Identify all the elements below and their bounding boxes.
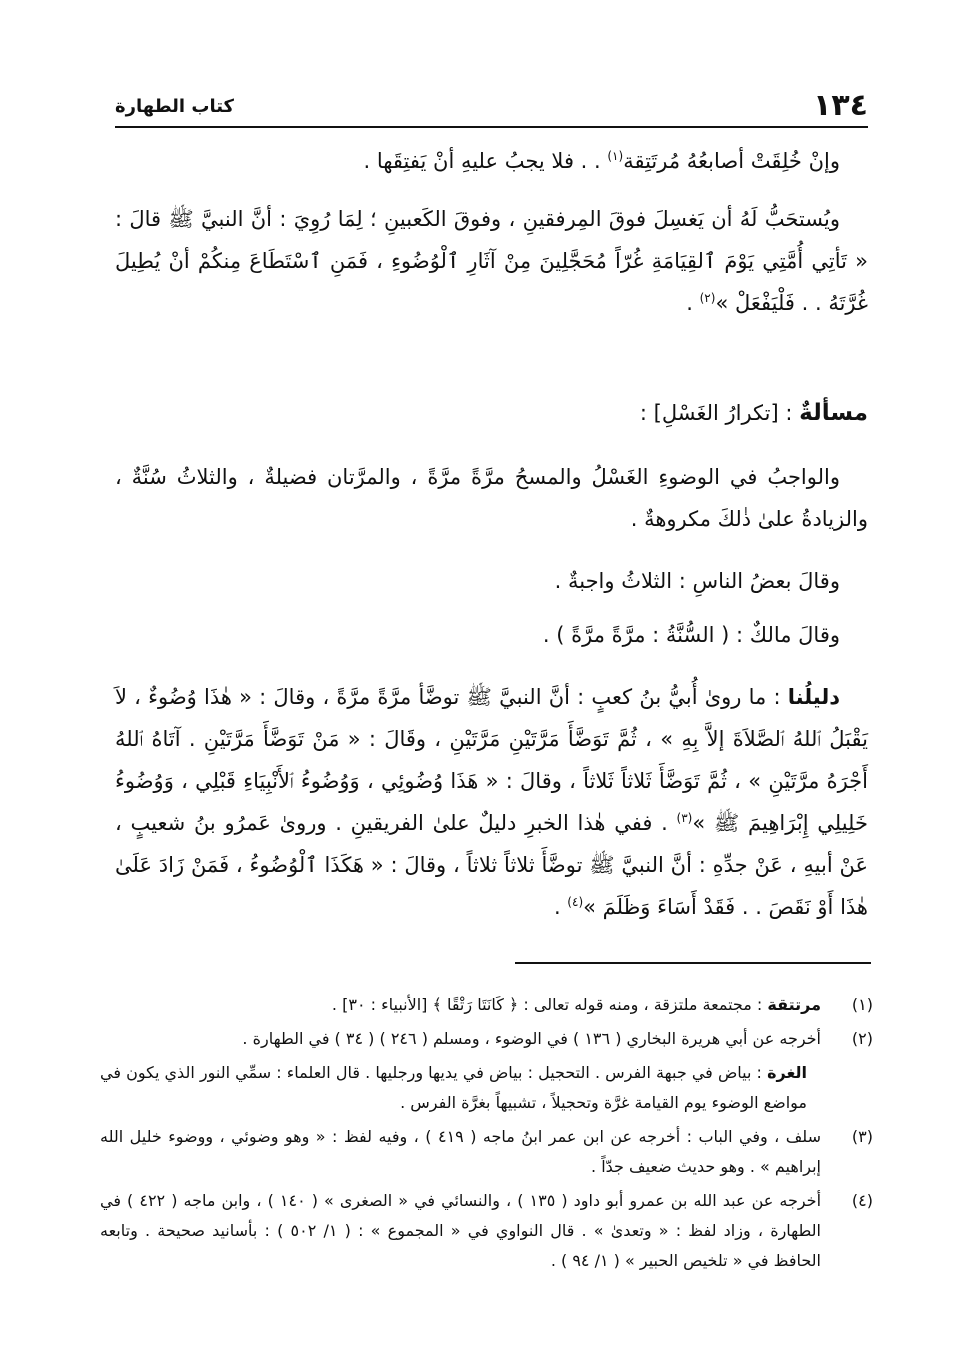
dalil-word: دليلُنا [787, 685, 840, 709]
footnote-2-note [100, 1058, 873, 1118]
paragraph-3 [115, 456, 868, 540]
footnotes [100, 990, 873, 1280]
masala-word: مسألةٌ [799, 400, 868, 426]
paragraph-6 [115, 676, 868, 928]
footnote-2 [100, 1024, 873, 1054]
footnote-text: أخرجه عن أبي هريرة البخاري ( ١٣٦ ) في الوضوء ، ومسلم ( ٢٤٦ ) ( ٣٤ ) في الطهارة . [242, 1029, 821, 1048]
footnote-ref-4: (٤) [567, 895, 584, 909]
footnote-3 [100, 1122, 873, 1182]
paragraph-6-end: . [553, 895, 568, 919]
paragraph-4 [115, 560, 868, 602]
masala-title: : [تكرارُ الغَسْلِ] : [639, 401, 800, 425]
paragraph-1 [115, 140, 868, 182]
footnote-number: (٢) [851, 1029, 873, 1048]
paragraph-5-text: وقالَ مالكٌ : ( السُّنَّةُ : مرَّةً مرَّةً ) . [542, 623, 840, 647]
footnote-number: (٤) [851, 1191, 873, 1210]
paragraph-1-end: . . فلا يجبُ عليهِ أنْ يَفتِقَها . [363, 149, 608, 173]
page-header [115, 86, 868, 128]
paragraph-1-text: وإنْ خُلِقَتْ أصابعُهُ مُرتَتِقة [623, 149, 840, 173]
footnote-text: سلف ، وفي الباب : أخرجه عن ابن عمر ابنُ ماجه ( ٤١٩ ) ، وفيه لفظ : « وهو وضوئي ، ووضوء خليل الله إبراهيم » . وهو حديث ضعيف جدّاً . [100, 1127, 822, 1176]
paragraph-2-end: . [686, 291, 700, 315]
footnote-number: (١) [851, 995, 873, 1014]
footnote-ref-2: (٢) [699, 291, 716, 305]
masala-heading [115, 392, 868, 434]
footnote-4 [100, 1186, 873, 1276]
paragraph-6-text: : ما رویٰ أُبيُّ بنُ كعبٍ : أنَّ النبيَّ ﷺ توضَّأ مرَّةً مرَّةً ، وقالَ : « هٰذَا وُضُوءٌ ، لاَ يَقْبَلُ ٱللهُ ٱلصَّلاَةَ إلاَّ بِهِ » ، ثُمَّ تَوَضَّأَ مَرَّتَيْنِ مَرَّتَيْنِ ، وقَالَ : « مَنْ تَوَضَّأَ مَرَّتَيْنِ . آتَاهُ ٱللهُ أَجْرَهُ مرَّتَيْنِ » ، ثُمَّ تَوَضَّأَ ثَلاثاً ثَلاثاً ، وقالَ : « هَذَا وُضُوئِي ، وَوُضُوءُ ٱلأَنْبِيَاءِ قَبْلِي ، وَوُضُوءُ خَلِيلِي إِبْرَاهِيمَ ﷺ » [115, 685, 868, 835]
paragraph-2 [115, 198, 868, 324]
footnote-divider [515, 962, 871, 964]
footnote-text: أخرجه عن عبد الله بن عمرو أبو داود ( ١٣٥ ) ، والنسائي في « الصغرى » ( ١٤٠ ) ، وابن ماجه ( ٤٢٢ ) في الطهارة ، وزاد لفظ : « وتعدىٰ » . قال النواوي في « المجموع » : ( ١/ ٥٠٢ ) : بأسانيد صحيحة . وتابعه الحافظ في « تلخيص الحبير » ( ١/ ٩٤ ) . [100, 1191, 822, 1270]
paragraph-5 [115, 614, 868, 656]
page-number: ١٣٤ [813, 88, 868, 123]
paragraph-6-middle: . ففي هٰذا الخبرِ دليلٌ علىٰ الفريقينِ . ورویٰ عَمرُو بنُ شعيبٍ ، عَنْ أبيهِ ، عَنْ جدِّهِ : أنَّ النبيَّ ﷺ توضَّأَ ثلاثاً ثلاثاً ، وقالَ : « هَكَذَا ٱلْوُضُوءُ ، فَمَنْ زَادَ عَلَىٰ هٰذَا أَوْ نَقَصَ . . فَقَدْ أَسَاءَ وَظَلَمَ » [115, 811, 868, 919]
paragraph-4-text: وقالَ بعضُ الناسِ : الثلاثُ واجبةٌ . [554, 569, 840, 593]
paragraph-2-text: ويُستحَبُّ لَهُ أن يَغسِلَ فوقَ المِرفقينِ ، وفوقَ الكَعبينِ ؛ لِمَا رُوِيَ : أنَّ النبيَّ ﷺ قالَ : « تَأتِي أُمَّتِي يَوْمَ ٱلقِيَامَةِ غُرّاً مُحَجَّلِينَ مِنْ آثَارِ ٱلْوُضُوءِ ، فَمَنِ ٱسْتَطَاعَ مِنكُمْ أنْ يُطِيلَ غُرَّتَهُ . . فَلْيَفْعَلْ » [115, 207, 868, 315]
running-title: كتاب الطهارة [115, 96, 235, 117]
footnote-ref-3: (٣) [676, 811, 693, 825]
footnote-1 [100, 990, 873, 1020]
footnote-term: مرتتقة [767, 995, 821, 1014]
footnote-ref-1: (١) [607, 149, 624, 163]
footnote-text: : بياض في جبهة الفرس . التحجيل : بياض في يديها ورجليها . قال العلماء : سمِّي النور الذي يكون في مواضع الوضوء يوم القيامة غرَّة وتحجيلاً ، تشبيهاً بغرَّة الفرس . [100, 1063, 807, 1112]
paragraph-3-text: والواجبُ في الوضوءِ الغَسْلُ والمسحُ مرَّةً مرَّةً ، والمرَّتان فضيلةٌ ، والثلاثُ سُنَّةٌ ، والزيادةُ علىٰ ذٰلكَ مكروهةٌ . [115, 465, 868, 531]
footnote-term: الغرة [767, 1063, 807, 1082]
footnote-text: : مجتمعة ملتزقة ، ومنه قوله تعالى : ﴿ كَانَتَا رَتْقًا ﴾ [الأنبياء : ٣٠] . [331, 995, 768, 1014]
footnote-number: (٣) [851, 1127, 873, 1146]
